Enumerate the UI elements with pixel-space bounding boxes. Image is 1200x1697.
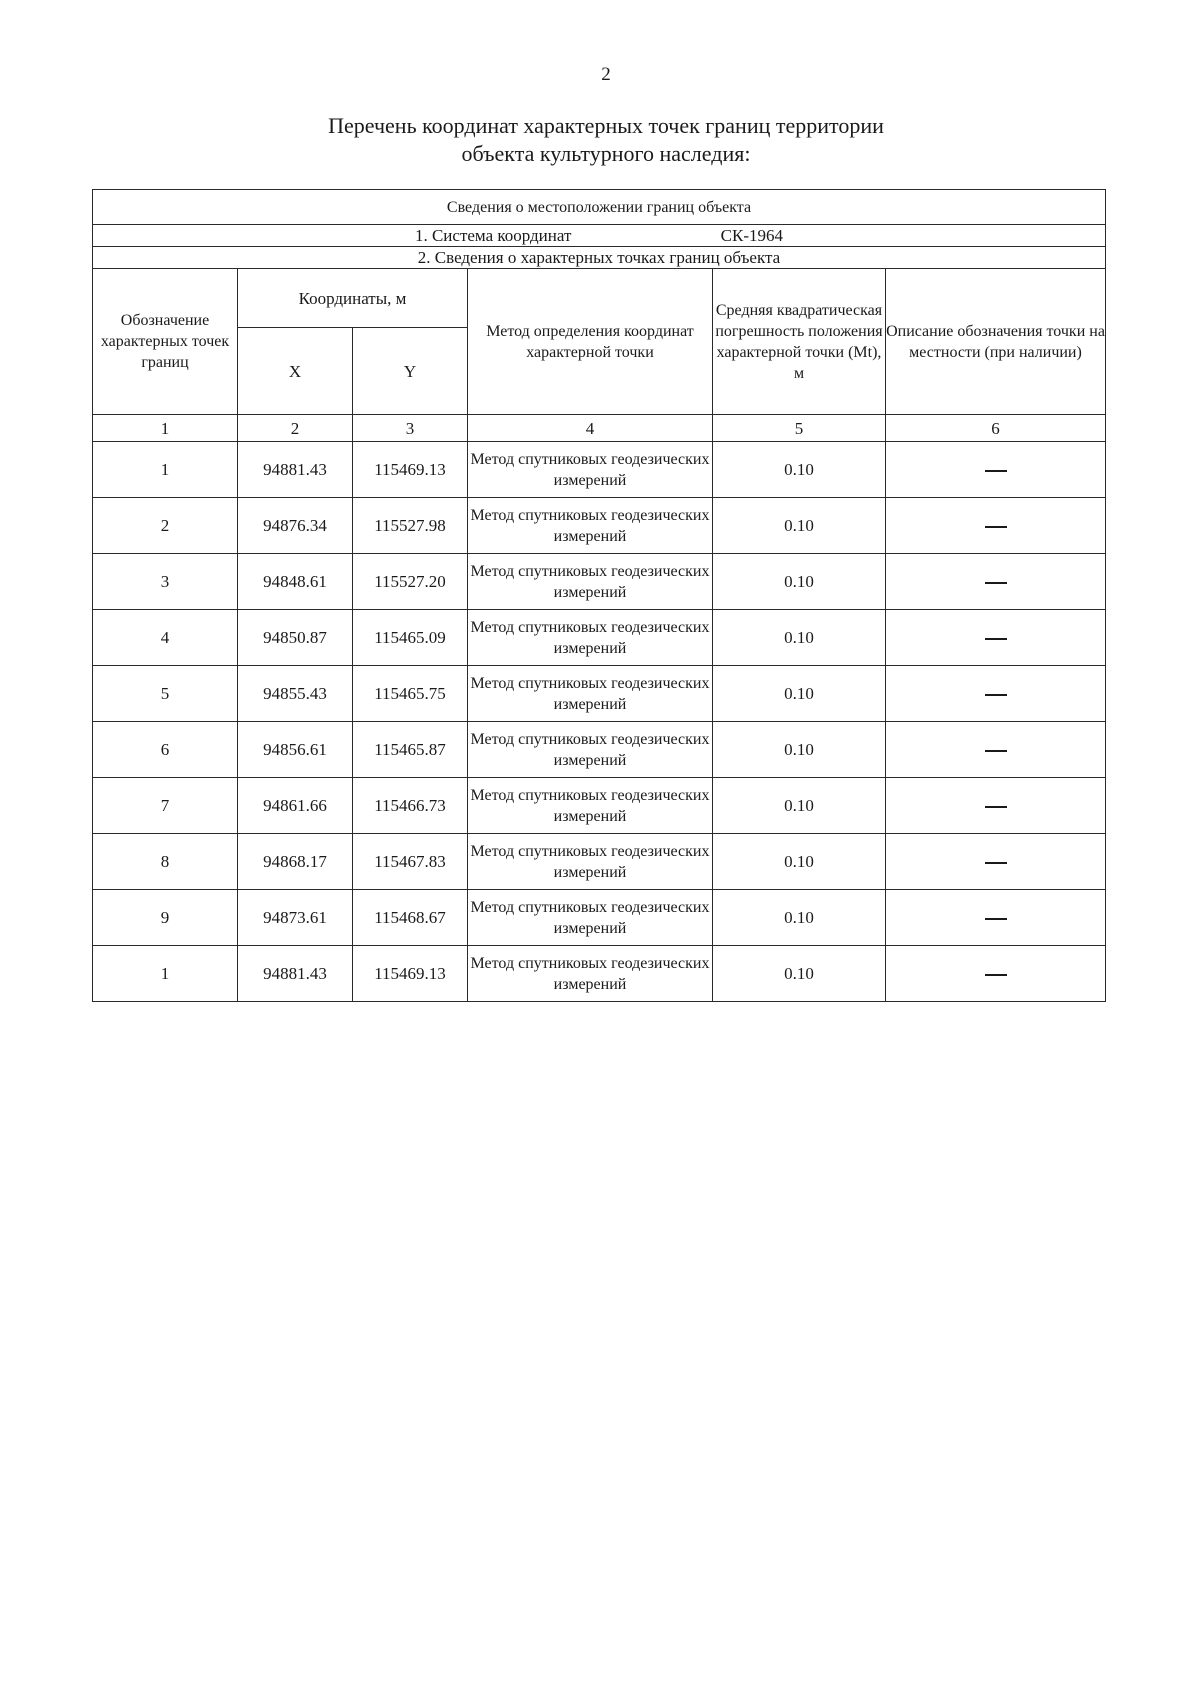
point-number: 7 <box>93 778 238 834</box>
description-cell <box>886 554 1106 610</box>
point-number: 5 <box>93 666 238 722</box>
column-number: 5 <box>713 415 886 442</box>
y-coordinate: 115467.83 <box>353 834 468 890</box>
method: Метод спутниковых геодезических измерений <box>468 442 713 498</box>
title-line-2: объекта культурного наследия: <box>461 141 751 166</box>
x-coordinate: 94850.87 <box>238 610 353 666</box>
coord-system-cell <box>93 225 1106 247</box>
y-coordinate: 115465.75 <box>353 666 468 722</box>
dash-icon <box>985 862 1007 864</box>
method: Метод спутниковых геодезических измерений <box>468 890 713 946</box>
coord-system-value: СК-1964 <box>720 226 784 245</box>
y-coordinate: 115527.20 <box>353 554 468 610</box>
point-number: 1 <box>93 946 238 1002</box>
table-row <box>93 554 1106 610</box>
y-coordinate: 115465.87 <box>353 722 468 778</box>
x-coordinate: 94868.17 <box>238 834 353 890</box>
x-coordinate: 94873.61 <box>238 890 353 946</box>
table-row <box>93 722 1106 778</box>
coord-system-row <box>93 225 1106 247</box>
dash-icon <box>985 918 1007 920</box>
col-designation-header: Обозначение характерных точек границ <box>93 269 238 415</box>
table-row <box>93 890 1106 946</box>
column-number: 2 <box>238 415 353 442</box>
method: Метод спутниковых геодезических измерений <box>468 666 713 722</box>
method: Метод спутниковых геодезических измерений <box>468 722 713 778</box>
point-number: 1 <box>93 442 238 498</box>
y-coordinate: 115466.73 <box>353 778 468 834</box>
method: Метод спутниковых геодезических измерений <box>468 946 713 1002</box>
page-number: 2 <box>601 64 611 85</box>
coordinates-table <box>92 189 1106 1002</box>
coord-system-label: 1. Система координат <box>414 226 572 245</box>
table-row <box>93 834 1106 890</box>
table-row <box>93 778 1106 834</box>
dash-icon <box>985 526 1007 528</box>
description-cell <box>886 666 1106 722</box>
column-number: 1 <box>93 415 238 442</box>
col-error-header: Средняя квадратическая погрешность положения характерной точки (Mt), м <box>713 269 886 415</box>
point-number: 2 <box>93 498 238 554</box>
table-row <box>93 666 1106 722</box>
dash-icon <box>985 806 1007 808</box>
x-coordinate: 94881.43 <box>238 442 353 498</box>
method: Метод спутниковых геодезических измерений <box>468 554 713 610</box>
mt-error: 0.10 <box>713 778 886 834</box>
method: Метод спутниковых геодезических измерений <box>468 498 713 554</box>
column-number-row <box>93 415 1106 442</box>
column-header-row <box>93 269 1106 328</box>
dash-icon <box>985 638 1007 640</box>
point-number: 9 <box>93 890 238 946</box>
table-row <box>93 498 1106 554</box>
section-header: Сведения о местоположении границ объекта <box>93 190 1106 225</box>
y-coordinate: 115469.13 <box>353 442 468 498</box>
mt-error: 0.10 <box>713 442 886 498</box>
column-number: 3 <box>353 415 468 442</box>
column-number: 4 <box>468 415 713 442</box>
description-cell <box>886 946 1106 1002</box>
x-coordinate: 94881.43 <box>238 946 353 1002</box>
column-number: 6 <box>886 415 1106 442</box>
dash-icon <box>985 750 1007 752</box>
col-method-header: Метод определения координат характерной точки <box>468 269 713 415</box>
y-coordinate: 115468.67 <box>353 890 468 946</box>
table-row <box>93 946 1106 1002</box>
point-number: 6 <box>93 722 238 778</box>
col-description-header: Описание обозначения точки на местности (при наличии) <box>886 269 1106 415</box>
points-header-row <box>93 247 1106 269</box>
x-coordinate: 94861.66 <box>238 778 353 834</box>
description-cell <box>886 722 1106 778</box>
col-x-header: X <box>238 328 353 415</box>
description-cell <box>886 890 1106 946</box>
x-coordinate: 94876.34 <box>238 498 353 554</box>
point-number: 8 <box>93 834 238 890</box>
mt-error: 0.10 <box>713 946 886 1002</box>
mt-error: 0.10 <box>713 834 886 890</box>
points-header: 2. Сведения о характерных точках границ объекта <box>93 247 1106 269</box>
y-coordinate: 115469.13 <box>353 946 468 1002</box>
col-coordinates-header: Координаты, м <box>238 269 468 328</box>
mt-error: 0.10 <box>713 554 886 610</box>
description-cell <box>886 442 1106 498</box>
x-coordinate: 94855.43 <box>238 666 353 722</box>
table-row <box>93 610 1106 666</box>
y-coordinate: 115465.09 <box>353 610 468 666</box>
mt-error: 0.10 <box>713 666 886 722</box>
method: Метод спутниковых геодезических измерений <box>468 834 713 890</box>
point-number: 4 <box>93 610 238 666</box>
mt-error: 0.10 <box>713 610 886 666</box>
mt-error: 0.10 <box>713 498 886 554</box>
dash-icon <box>985 470 1007 472</box>
description-cell <box>886 498 1106 554</box>
document-title <box>0 112 1200 168</box>
description-cell <box>886 834 1106 890</box>
x-coordinate: 94848.61 <box>238 554 353 610</box>
method: Метод спутниковых геодезических измерений <box>468 778 713 834</box>
mt-error: 0.10 <box>713 722 886 778</box>
dash-icon <box>985 974 1007 976</box>
col-y-header: Y <box>353 328 468 415</box>
mt-error: 0.10 <box>713 890 886 946</box>
section-header-row <box>93 190 1106 225</box>
table-row <box>93 442 1106 498</box>
y-coordinate: 115527.98 <box>353 498 468 554</box>
point-number: 3 <box>93 554 238 610</box>
description-cell <box>886 610 1106 666</box>
description-cell <box>886 778 1106 834</box>
dash-icon <box>985 582 1007 584</box>
x-coordinate: 94856.61 <box>238 722 353 778</box>
method: Метод спутниковых геодезических измерений <box>468 610 713 666</box>
title-line-1: Перечень координат характерных точек границ территории <box>328 113 884 138</box>
dash-icon <box>985 694 1007 696</box>
